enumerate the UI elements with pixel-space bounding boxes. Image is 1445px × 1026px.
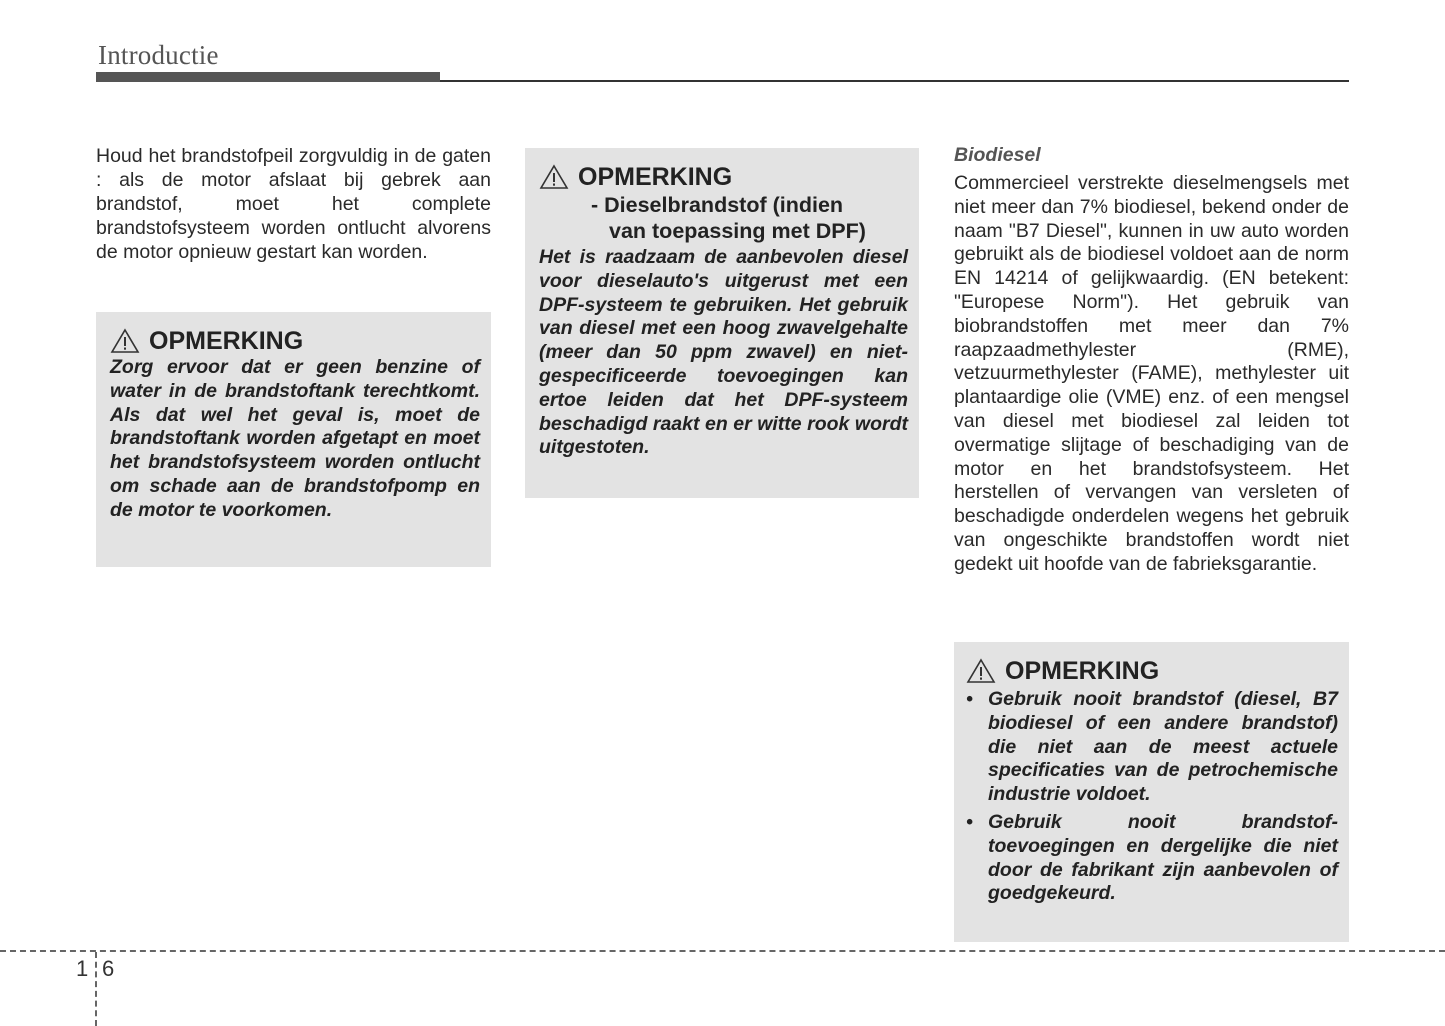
list-item bbox=[966, 688, 1338, 807]
bullet-icon: • bbox=[966, 688, 973, 710]
page-number: 6 bbox=[102, 956, 115, 981]
notice-title: OPMERKING bbox=[1005, 657, 1160, 685]
page-header-title: Introductie bbox=[98, 40, 219, 70]
chapter-number: 1 bbox=[76, 956, 89, 981]
notice-box-water-in-tank bbox=[96, 312, 491, 567]
notice-box-diesel-dpf bbox=[525, 148, 919, 498]
notice-box-fuel-specs bbox=[954, 642, 1349, 942]
footer-page-divider bbox=[95, 952, 97, 1026]
list-item bbox=[966, 811, 1338, 906]
notice-subtitle-line2: van toepassing met DPF) bbox=[609, 219, 866, 243]
fuel-level-paragraph: Houd het brandstofpeil zorgvuldig in de gaten : als de motor afslaat bij gebrek aan brandstof, moet het complete brandstofsysteem worden ontlucht alvorens de motor opnieuw gestart kan worden. bbox=[96, 145, 491, 263]
notice-header bbox=[110, 326, 480, 356]
notice-title: OPMERKING bbox=[149, 327, 304, 355]
notice-bullet-list bbox=[966, 688, 1338, 906]
notice-subtitle-line1: - Dieselbrandstof (indien bbox=[591, 193, 844, 217]
warning-triangle-icon bbox=[539, 164, 569, 190]
warning-triangle-icon bbox=[966, 658, 996, 684]
bullet-icon: • bbox=[966, 810, 973, 833]
notice-header bbox=[966, 656, 1338, 686]
header-rule-thin bbox=[440, 80, 1349, 82]
biodiesel-paragraph: Commercieel verstrekte dieselmengsels met niet meer dan 7% biodiesel, bekend onder de naam "B7 Diesel", kunnen in uw auto worden gebruikt als de biodiesel voldoet aan de norm EN 14214 of gelijkwaardig. (EN betekent: "Europese Norm"). Het gebruik van biobrandstoffen met meer dan 7% raapzaadmethylester (RME), vetzuurmethylester (FAME), methylester uit plantaardige olie (VME) enz. of een mengsel van diesel met biodiesel zal leiden tot overmatige slijtage of beschadiging van de motor en het brandstofsysteem. Het herstellen of vervangen van versleten of beschadigde onderdelen wegens het gebruik van ongeschikte brandstoffen wordt niet gedekt uit hoofde van de fabrieksgarantie. bbox=[954, 172, 1349, 575]
list-item-text: Gebruik nooit brandstof (diesel, B7 biodiesel of een andere brandstof) die niet aan de meest actuele specificaties van de petrochemische industrie voldoet. bbox=[988, 688, 1338, 806]
warning-triangle-icon bbox=[110, 328, 140, 354]
footer-divider bbox=[0, 950, 1445, 952]
header-rule-thick bbox=[96, 72, 440, 82]
notice-title: OPMERKING bbox=[578, 163, 733, 191]
notice-header bbox=[539, 162, 908, 192]
list-item-text: Gebruik nooit brandstof-toevoegingen en dergelijke die niet door de fabrikant zijn aanbevolen of goedgekeurd. bbox=[988, 810, 1338, 905]
notice-body: Zorg ervoor dat er geen benzine of water in de brandstoftank terechtkomt. Als dat wel het geval is, moet de brandstoftank worden afgetapt en moet het brandstofsysteem worden ontlucht om schade aan de brandstofpomp en de motor te voorkomen. bbox=[110, 356, 480, 521]
notice-body: Het is raadzaam de aanbevolen diesel voor dieselauto's uitgerust met een DPF-systeem te gebruiken. Het gebruik van diesel met een hoog zwavelgehalte (meer dan 50 ppm zwavel) en niet-gespecificeerde toevoegingen kan ertoe leiden dat het DPF-systeem beschadigd raakt en er witte rook wordt uitgestoten. bbox=[539, 246, 908, 459]
section-title-biodiesel: Biodiesel bbox=[954, 144, 1041, 166]
